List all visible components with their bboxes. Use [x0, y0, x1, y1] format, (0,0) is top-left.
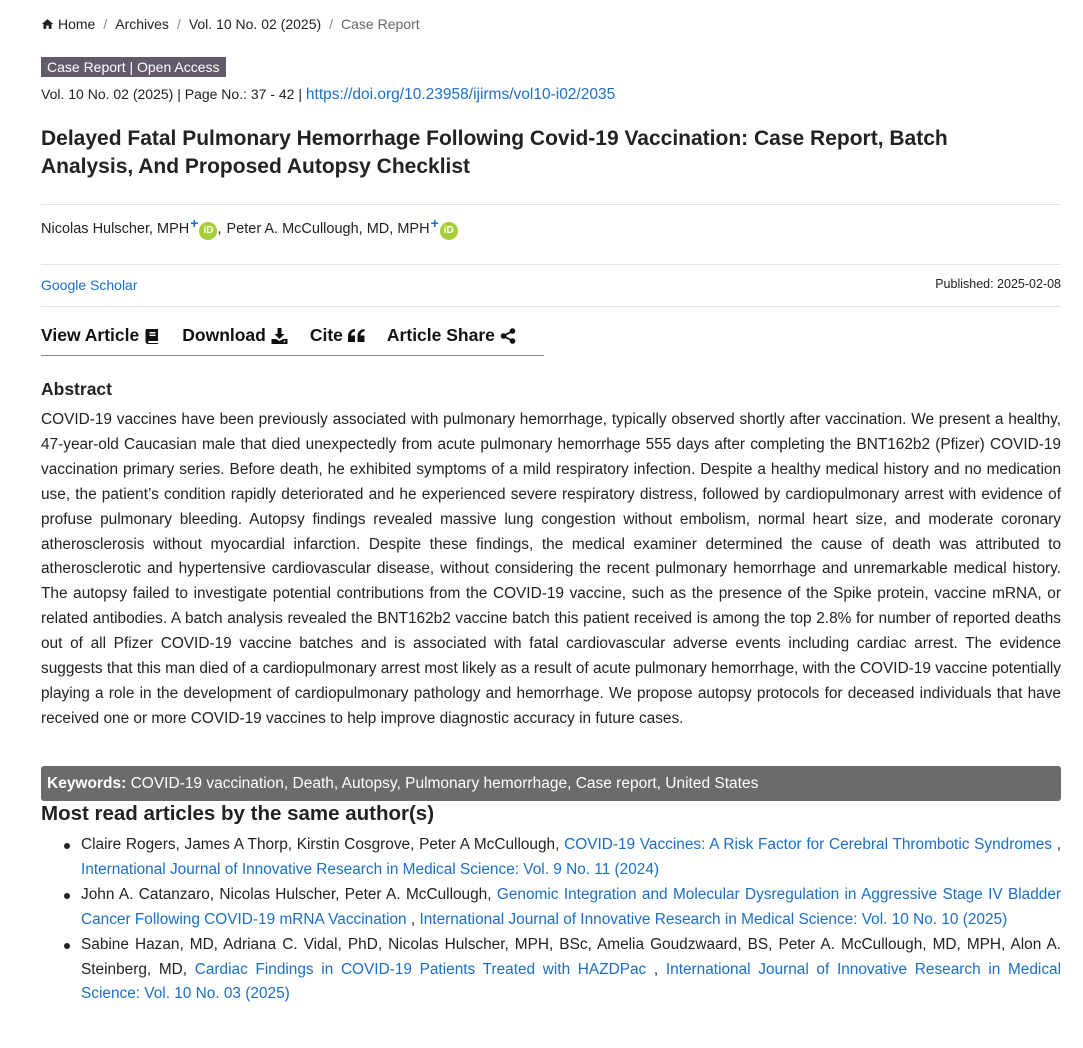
breadcrumb [41, 16, 420, 32]
book-icon [144, 328, 160, 344]
divider [41, 306, 1061, 307]
list-item [81, 833, 1061, 883]
breadcrumb-separator: / [176, 16, 181, 32]
keywords-text: COVID-19 vaccination, Death, Autopsy, Pulmonary hemorrhage, Case report, United States [130, 775, 759, 792]
list-item [81, 883, 1061, 933]
journal-issue-link[interactable]: International Journal of Innovative Research in Medical Science: Vol. 10 No. 03 (2025) [81, 960, 1062, 1003]
view-article-button[interactable] [41, 325, 160, 346]
article-type-badge: Case Report | Open Access [41, 57, 226, 77]
keywords-label: Keywords: [47, 775, 127, 792]
article-separator: , [1056, 836, 1061, 853]
author-name: Nicolas Hulscher, MPH [41, 221, 190, 237]
most-read-list [81, 833, 1061, 1007]
issue-text: Vol. 10 No. 02 (2025) | Page No.: 37 - 42 | [41, 86, 302, 102]
download-icon [271, 328, 288, 344]
breadcrumb-home-link[interactable] [41, 16, 95, 32]
article-title-link[interactable]: Cardiac Findings in COVID-19 Patients Treated with HAZDPac [194, 960, 647, 978]
home-icon [41, 18, 54, 30]
divider [41, 264, 1061, 265]
author-separator: , [217, 221, 222, 237]
orcid-icon[interactable]: iD [440, 222, 458, 240]
quote-icon [348, 328, 365, 343]
cite-label: Cite [309, 325, 343, 345]
article-share-label: Article Share [386, 325, 495, 345]
cite-button[interactable] [310, 325, 365, 346]
author-expand-plus[interactable]: + [190, 215, 199, 231]
article-authors: Claire Rogers, James A Thorp, Kirstin Cosgrove, Peter A McCullough, [81, 836, 560, 853]
abstract-heading: Abstract [41, 379, 112, 399]
breadcrumb-separator: / [329, 16, 334, 32]
share-icon [500, 328, 516, 344]
article-title-link[interactable]: Genomic Integration and Molecular Dysregulation in Aggressive Stage IV Bladder Cancer Following COVID-19 mRNA Vaccination [81, 885, 1062, 928]
article-authors: John A. Catanzaro, Nicolas Hulscher, Peter A. McCullough, [81, 885, 492, 903]
list-item [81, 933, 1061, 1008]
abstract-text: COVID-19 vaccines have been previously associated with pulmonary hemorrhage, typically observed shortly after vaccination. We present a healthy, 47-year-old Caucasian male that died unexpectedly from acute pulmonary hemorrhage 555 days after completing the BNT162b2 (Pfizer) COVID-19 vaccination primary series. Before death, he exhibited symptoms of a mild respiratory infection. Despite a healthy medical history and no medication use, the patient’s condition rapidly deteriorated and he experienced severe respiratory distress, followed by cardiopulmonary arrest with evidence of profuse pulmonary bleeding. Autopsy findings revealed massive lung congestion without embolism, normal heart size, and moderate coronary atherosclerosis without myocardial infarction. Despite these findings, the medical examiner determined the cause of death was attributed to atherosclerotic and hypertensive cardiovascular disease, without considering the recent pulmonary hemorrhage and unremarkable medical history. The autopsy failed to investigate potential contributions from the COVID-19 vaccine, such as the presence of the Spike protein, vaccine mRNA, or related antibodies. A batch analysis revealed the BNT162b2 vaccine batch this patient received is among the top 2.8% for number of reported deaths out of all Pfizer COVID-19 vaccine batches and is associated with fatal cardiovascular adverse events including cardiac arrest. The evidence suggests that this man died of a cardiopulmonary arrest most likely as a result of acute pulmonary hemorrhage, with the COVID-19 vaccine potentially playing a role in the development of cardiopulmonary pathology and hemorrhage. We propose autopsy protocols for deceased individuals that have received one or more COVID-19 vaccines to help improve diagnostic accuracy in future cases. [41, 411, 1061, 727]
published-date: Published: 2025-02-08 [935, 277, 1061, 291]
download-button[interactable] [182, 325, 288, 346]
author-list [41, 215, 458, 238]
issue-info [41, 86, 615, 104]
article-title: Delayed Fatal Pulmonary Hemorrhage Following Covid-19 Vaccination: Case Report, Batch Analysis, And Proposed Autopsy Checklist [41, 127, 948, 178]
breadcrumb-home-label: Home [58, 16, 96, 32]
article-action-bar [41, 325, 544, 356]
article-separator: , [653, 960, 659, 978]
orcid-icon[interactable]: iD [199, 222, 217, 240]
keywords-bar [41, 766, 1061, 801]
doi-link[interactable]: https://doi.org/10.23958/ijirms/vol10-i02/2035 [305, 86, 616, 103]
article-share-button[interactable] [387, 325, 516, 346]
author-expand-plus[interactable]: + [430, 215, 439, 231]
article-separator: , [410, 910, 416, 928]
breadcrumb-archives-link[interactable]: Archives [115, 16, 169, 32]
journal-issue-link[interactable]: International Journal of Innovative Research in Medical Science: Vol. 9 No. 11 (2024) [81, 860, 660, 878]
breadcrumb-separator: / [103, 16, 108, 32]
download-label: Download [182, 325, 266, 345]
article-title-link[interactable]: COVID-19 Vaccines: A Risk Factor for Cerebral Thrombotic Syndromes [564, 836, 1052, 853]
journal-issue-link[interactable]: International Journal of Innovative Research in Medical Science: Vol. 10 No. 10 (2025) [419, 910, 1008, 928]
author-name: Peter A. McCullough, MD, MPH [226, 221, 430, 237]
article-authors: Sabine Hazan, MD, Adriana C. Vidal, PhD, Nicolas Hulscher, MPH, BSc, Amelia Goudzwaard, BS, Peter A. McCullough, MD, MPH, Alon A. Steinberg, MD, [81, 935, 1061, 978]
divider [41, 204, 1061, 205]
google-scholar-link[interactable]: Google Scholar [41, 277, 138, 293]
breadcrumb-issue-link[interactable]: Vol. 10 No. 02 (2025) [188, 16, 322, 32]
breadcrumb-current: Case Report [341, 16, 420, 32]
most-read-heading: Most read articles by the same author(s) [41, 802, 435, 825]
view-article-label: View Article [41, 325, 140, 345]
